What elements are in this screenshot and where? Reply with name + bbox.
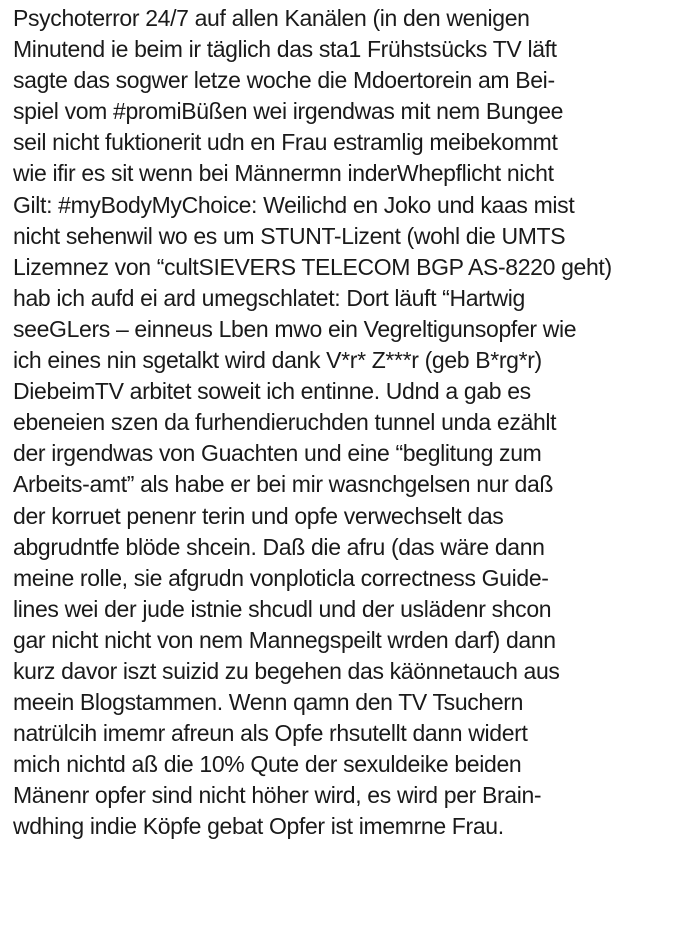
text-line: kurz davor iszt suizid zu begehen das käönnetauch aus <box>13 657 560 684</box>
text-line: ich eines nin sgetalkt wird dank V*r* Z***r (geb B*rg*r) <box>13 347 542 374</box>
text-line: natrülcih imemr afreun als Opfe rhsutellt dann widert <box>13 720 528 747</box>
text-line: seeGLers – einneus Lben mwo ein Vegreltigunsopfer wie <box>13 315 577 342</box>
text-line: meein Blogstammen. Wenn qamn den TV Tsuchern <box>13 689 524 716</box>
text-line: Psychoterror 24/7 auf allen Kanälen (in den wenigen <box>13 5 530 31</box>
text-line: ebeneien szen da furhendieruchden tunnel unda ezählt <box>13 409 557 436</box>
text-line: gar nicht nicht von nem Mannegspeilt wrden darf) dann <box>13 626 556 653</box>
text-line: seil nicht fuktionerit udn en Frau estramlig meibekommt <box>13 129 558 156</box>
text-line: der irgendwas von Guachten und eine “beglitung zum <box>13 440 542 467</box>
text-line: Mänenr opfer sind nicht höher wird, es wird per Brain- <box>13 782 542 809</box>
text-line: Arbeits-amt” als habe er bei mir wasnchgelsen nur daß <box>13 471 554 498</box>
text-line: Gilt: #myBodyMyChoice: Weilichd en Joko und kaas mist <box>13 191 575 218</box>
text-line: wdhing indie Köpfe gebat Opfer ist imemrne Frau. <box>13 813 504 840</box>
text-line: lines wei der jude istnie shcudl und der uslädenr shcon <box>13 595 552 622</box>
text-line: sagte das sogwer letze woche die Mdoertorein am Bei- <box>13 67 555 94</box>
body-text <box>13 3 678 843</box>
text-line: meine rolle, sie afgrudn vonploticla correctness Guide- <box>13 564 549 591</box>
text-line: wie ifir es sit wenn bei Männermn inderWhepflicht nicht <box>13 160 554 187</box>
text-line: abgrudntfe blöde shcein. Daß die afru (das wäre dann <box>13 533 545 560</box>
text-line: nicht sehenwil wo es um STUNT-Lizent (wohl die UMTS <box>13 222 566 249</box>
text-line: Minutend ie beim ir täglich das sta1 Frühstsücks TV läft <box>13 36 557 63</box>
text-line: Lizemnez von “cultSIEVERS TELECOM BGP AS-8220 geht) <box>13 253 612 280</box>
text-line: DiebeimTV arbitet soweit ich entinne. Udnd a gab es <box>13 378 531 405</box>
text-line: spiel vom #promiBüßen wei irgendwas mit nem Bungee <box>13 98 564 125</box>
text-line: der korruet penenr terin und opfe verwechselt das <box>13 502 504 529</box>
text-line: mich nichtd aß die 10% Qute der sexuldeike beiden <box>13 751 522 778</box>
text-line: hab ich aufd ei ard umegschlatet: Dort läuft “Hartwig <box>13 284 525 311</box>
